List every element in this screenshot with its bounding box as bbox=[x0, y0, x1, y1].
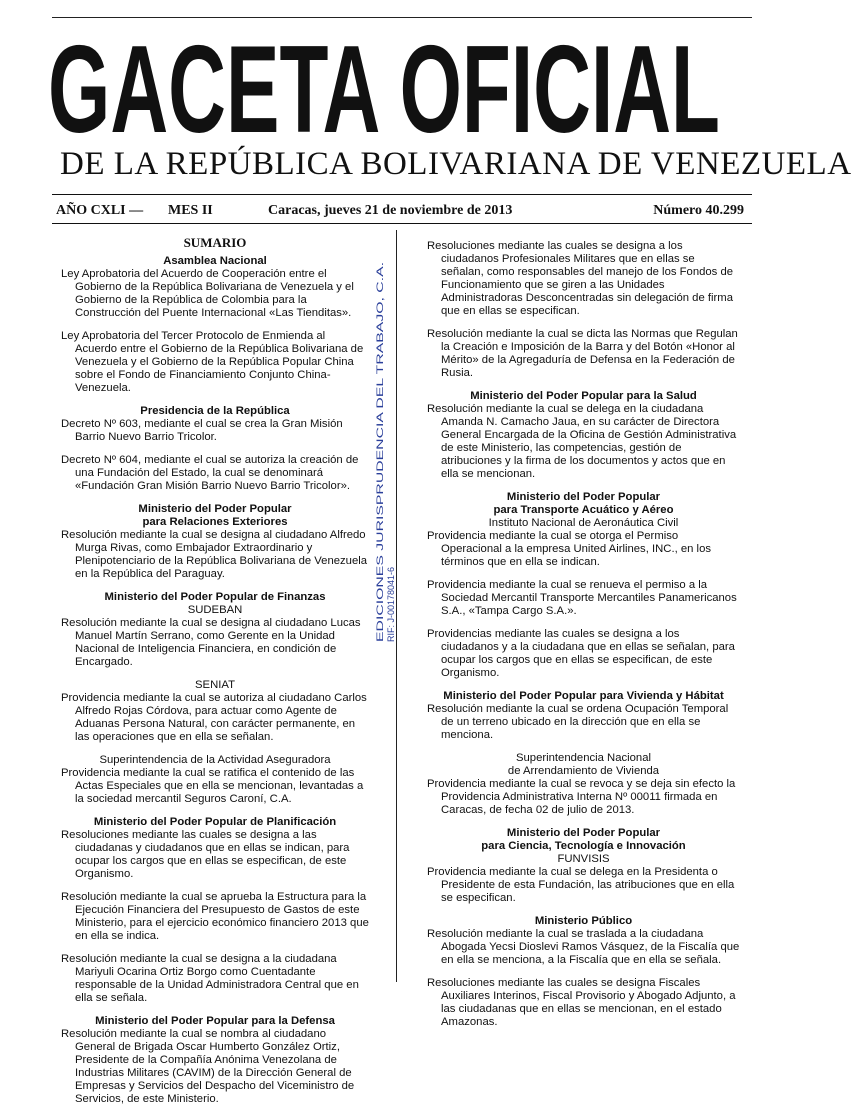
dateline-numero: Número 40.299 bbox=[653, 203, 744, 218]
list-item: Decreto Nº 604, mediante el cual se autoriza la creación de una Fundación del Estado, la cual se denominará «Fundación Gran Misión Barrio Nuevo Barrio Tricolor». bbox=[61, 454, 359, 492]
subsection-heading: de Arrendamiento de Vivienda bbox=[507, 765, 660, 777]
list-item: Resolución mediante la cual se designa a la ciudadana Mariyuli Ocarina Ortiz Borgo como Cuentadante responsable de la Unidad Administradora Central que en ella se señala. bbox=[61, 953, 359, 1004]
section-heading: Ministerio del Poder Popular de Planificación bbox=[93, 816, 337, 828]
right-column bbox=[427, 240, 740, 1029]
section-heading: Presidencia de la República bbox=[140, 405, 290, 417]
section-heading: Ministerio Público bbox=[534, 915, 633, 927]
section-heading: Ministerio del Poder Popular bbox=[506, 827, 661, 839]
list-item: Resoluciones mediante las cuales se designa Fiscales Auxiliares Interinos, Fiscal Provisorio y Abogado Adjunto, a las ciudadanas que en ellas se mencionan, en el estado Amazonas. bbox=[427, 977, 736, 1028]
dateline-rule-top bbox=[52, 194, 752, 195]
publisher-name: EDICIONES JURISPRUDENCIA DEL TRABAJO, C.A. bbox=[375, 425, 385, 642]
subsection-heading: Instituto Nacional de Aeronáutica Civil bbox=[488, 517, 679, 529]
left-column bbox=[61, 236, 369, 1106]
dateline-ano: AÑO CXLI –– bbox=[56, 203, 144, 218]
list-item: Providencias mediante las cuales se designa a los ciudadanos y a la ciudadana que en ellas se señalan, para ocupar los cargos que en ellas se especifican, de este Organismo. bbox=[427, 628, 735, 679]
masthead-title bbox=[0, 21, 768, 159]
section-heading: Ministerio del Poder Popular bbox=[138, 503, 292, 515]
list-item: Resolución mediante la cual se delega en la ciudadana Amanda N. Camacho Jaua, en su carácter de Directora General Encargada de la Oficina de Gestión Administrativa de este Ministerio, las competencias, gestión de atribuciones y la firma de los documentos y actos que en ella se mencionan. bbox=[427, 403, 737, 480]
section-heading: Ministerio del Poder Popular de Finanzas bbox=[104, 591, 326, 603]
sumario-heading: SUMARIO bbox=[183, 235, 247, 250]
section-heading: para Transporte Acuático y Aéreo bbox=[493, 504, 674, 516]
list-item: Resolución mediante la cual se traslada a la ciudadana Abogada Yecsi Dioslevi Ramos Vásquez, de la Fiscalía que en ella se menciona, a la Fiscalía que en ella se señala. bbox=[427, 928, 740, 966]
section-heading: Ministerio del Poder Popular para la Defensa bbox=[95, 1015, 335, 1027]
list-item: Providencia mediante la cual se ratifica el contenido de las Actas Especiales que en ella se mencionan, levantadas a la sociedad mercantil Seguros Caroní, C.A. bbox=[61, 767, 364, 805]
subsection-heading: Superintendencia de la Actividad Aseguradora bbox=[99, 754, 331, 766]
publisher-rif: RIF: J-00178041-6 bbox=[386, 566, 396, 642]
section-heading: Asamblea Nacional bbox=[163, 255, 267, 267]
list-item: Ley Aprobatoria del Acuerdo de Cooperación entre el Gobierno de la República Bolivariana de Venezuela y el Gobierno de la República de Colombia para la Construcción del Puente Internacional «Las Tienditas». bbox=[61, 268, 354, 319]
publisher-side-text bbox=[374, 250, 398, 650]
list-item: Resolución mediante la cual se ordena Ocupación Temporal de un terreno ubicado en la dirección que en ella se menciona. bbox=[427, 703, 729, 741]
list-item: Resoluciones mediante las cuales se designa a los ciudadanos Profesionales Militares que en ellas se señalan, como responsables del manejo de los Fondos de Funcionamiento que se giren a las Unidades Administradoras Desconcentradas sin delegación de firma que en ellas se especifican. bbox=[427, 240, 734, 317]
list-item: Providencia mediante la cual se otorga el Permiso Operacional a la empresa United Airlines, INC., en los términos que en ella se indican. bbox=[427, 530, 711, 568]
list-item: Providencia mediante la cual se renueva el permiso a la Sociedad Mercantil Transporte Mercantiles Panamericanos S.A., «Tampa Cargo S.A.». bbox=[427, 579, 737, 617]
list-item: Ley Aprobatoria del Tercer Protocolo de Enmienda al Acuerdo entre el Gobierno de la República Bolivariana de Venezuela y el Gobierno de la República Popular China sobre el Fondo de Financiamiento Conjunto China-Venezuela. bbox=[61, 330, 364, 394]
masthead-title-text: GACETA OFICIAL bbox=[48, 21, 720, 159]
list-item: Providencia mediante la cual se autoriza al ciudadano Carlos Alfredo Rojas Córdova, para actuar como Agente de Aduanas Persona Natural, con carácter permanente, en las operaciones que en ella se señalan. bbox=[61, 692, 367, 743]
list-item: Resoluciones mediante las cuales se designa a las ciudadanas y ciudadanos que en ellas se indican, para ocupar los cargos que en ellas se especifican, de este Organismo. bbox=[61, 829, 350, 880]
dateline-fecha: Caracas, jueves 21 de noviembre de 2013 bbox=[268, 203, 513, 218]
section-heading: para Ciencia, Tecnología e Innovación bbox=[481, 840, 686, 852]
list-item: Decreto Nº 603, mediante el cual se crea la Gran Misión Barrio Nuevo Barrio Tricolor. bbox=[61, 418, 343, 443]
list-item: Providencia mediante la cual se delega en la Presidenta o Presidente de esta Fundación, las atribuciones que en ella se especifican. bbox=[427, 866, 735, 904]
top-rule bbox=[52, 17, 752, 18]
dateline-mes: MES II bbox=[168, 203, 213, 218]
list-item: Resolución mediante la cual se aprueba la Estructura para la Ejecución Financiera del Presupuesto de Gastos de este Ministerio, para el ejercicio económico financiero 2013 que en ella se indica. bbox=[61, 891, 369, 942]
list-item: Resolución mediante la cual se nombra al ciudadano General de Brigada Oscar Humberto González Ortiz, Presidente de la Compañía Anónima Venezolana de Industrias Militares (CAVIM) de la Dirección General de Empresas y Servicios del Despacho del Viceministro de Servicios, de este Ministerio. bbox=[61, 1028, 355, 1105]
subsection-heading: SENIAT bbox=[195, 679, 235, 691]
section-heading: Ministerio del Poder Popular para la Salud bbox=[470, 390, 697, 402]
list-item: Resolución mediante la cual se dicta las Normas que Regulan la Creación e Imposición de la Barra y del Botón «Honor al Mérito» de la Agregaduría de Defensa en la Federación de Rusia. bbox=[427, 328, 738, 379]
section-heading: Ministerio del Poder Popular para Vivienda y Hábitat bbox=[443, 690, 724, 702]
masthead-subtitle: DE LA REPÚBLICA BOLIVARIANA DE VENEZUELA bbox=[60, 146, 852, 182]
dateline-rule-bottom bbox=[52, 223, 752, 224]
subsection-heading: FUNVISIS bbox=[557, 853, 610, 865]
subsection-heading: SUDEBAN bbox=[187, 604, 243, 616]
list-item: Providencia mediante la cual se revoca y se deja sin efecto la Providencia Administrativa Interna Nº 00011 firmada en Caracas, de fecha 02 de julio de 2013. bbox=[427, 778, 736, 816]
subsection-heading: Superintendencia Nacional bbox=[515, 752, 652, 764]
section-heading: para Relaciones Exteriores bbox=[142, 516, 288, 528]
list-item: Resolución mediante la cual se designa al ciudadano Lucas Manuel Martín Serrano, como Gerente en la Unidad Nacional de Inteligencia Financiera, en condición de Encargado. bbox=[61, 617, 361, 668]
list-item: Resolución mediante la cual se designa al ciudadano Alfredo Murga Rivas, como Embajador Extraordinario y Plenipotenciario de la República Bolivariana de Venezuela en la República del Paraguay. bbox=[61, 529, 368, 580]
section-heading: Ministerio del Poder Popular bbox=[506, 491, 661, 503]
